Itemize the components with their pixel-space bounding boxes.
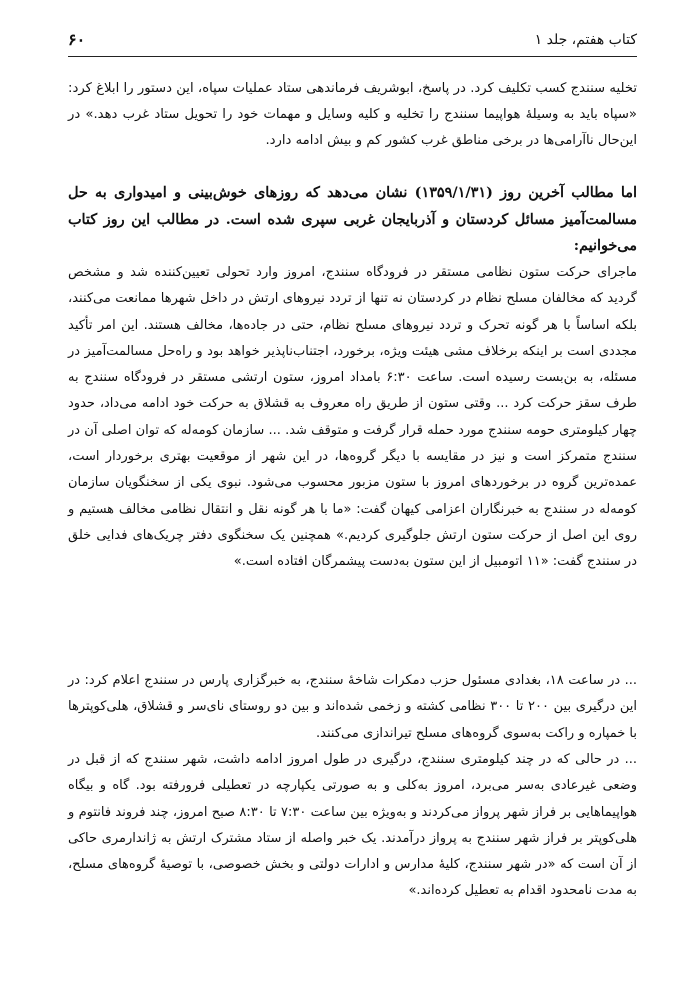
paragraph-summary: اما مطالب آخرین روز (۱۳۵۹/۱/۳۱) نشان می‌دهد که روزهای خوش‌بینی و امیدواری به حل مسالمت‌آمیز مسائل کردستان و آذربایجان غربی سپری شده است. در مطالب این روز کتاب می‌خوانیم: bbox=[68, 184, 637, 254]
book-title: کتاب هفتم، جلد ۱ bbox=[534, 32, 637, 48]
paragraph-continuation: تخلیه سنندج کسب تکلیف کرد. در پاسخ، ابوشریف فرماندهی ستاد عملیات سپاه، این دستور را ابلاغ کرد: «سپاه باید به وسیلۀ هواپیما سنندج را تخلیه و کلیه وسایل و مهمات خود را تحویل ستاد غرب دهد.» در این‌حال ناآرامی‌ها در برخی مناطق غرب کشور کم و بیش ادامه دارد. bbox=[68, 81, 637, 148]
paragraph-city-shutdown: ... در حالی که در چند کیلومتری سنندج، درگیری در طول امروز ادامه داشت، شهر سنندج که از قبل در وضعی غیرعادی به‌سر می‌برد، امروز به‌کلی و به صورتی یکپارچه در تعطیلی فرورفته بود. گاه و بیگاه هواپیماهایی بر فراز شهر پرواز می‌کردند و به‌ویژه بین ساعت ۷:۳۰ تا ۸:۳۰ صبح امروز، چند فروند فانتوم و هلی‌کوپتر بر فراز شهر سنندج به پرواز درآمدند. یک خبر واصله از ستاد مشترک ارتش به ژاندارمری حاکی از آن است که «در شهر سنندج، کلیۀ مدارس و ادارات دولتی و بخش خصوصی، با توصیۀ گروه‌های مسلح، به مدت نامحدود اقدام به تعطیل کرده‌اند.» bbox=[68, 752, 637, 899]
paragraph-quoted-report: ماجرای حرکت ستون نظامی مستقر در فرودگاه سنندج، امروز وارد تحولی تعیین‌کننده شد و مشخص گردید که مخالفان مسلح نظام در کردستان نه تنها از تردد نیروهای ارتش در داخل شهرها ممانعت می‌کنند، بلکه اساساً با هر گونه تحرک و تردد نیروهای مسلح نظام، حتی در جاده‌ها، مخالف هستند. این امر تأکید مجددی است بر اینکه برخلاف مشی هیئت ویژه، برخورد، اجتناب‌ناپذیر خواهد بود و راه‌حل مسالمت‌آمیز در مسئله، به بن‌بست رسیده است. ساعت ۶:۳۰ بامداد امروز، ستون ارتشی مستقر در فرودگاه سنندج به طرف سقز حرکت کرد ... وقتی ستون از طریق راه معروف به قشلاق به حرکت خود ادامه می‌داد، حدود چهار کیلومتری حومه سنندج مورد حمله قرار گرفت و متوقف شد. ... سازمان کومه‌له که توان اصلی آن در سنندج متمرکز است و نیز در مقایسه با دیگر گروه‌ها، در این شهر از موقعیت بهتری برخوردار است، عمده‌ترین گروه در برخوردهای امروز با ستون مزبور محسوب می‌شود. نبوی یکی از سخنگویان سازمان کومه‌له در سنندج به خبرنگاران اعزامی کیهان گفت: «ما با هر گونه نقل و انتقال نظامی مخالف هستیم و روی این اصل از حرکت ستون ارتش جلوگیری کردیم.» همچنین یک سخنگوی دفتر چریک‌های فدایی خلق در سنندج گفت: «۱۱ اتومبیل از این ستون به‌دست پیشمرگان افتاده است.» bbox=[68, 265, 637, 570]
page-number: ۶۰ bbox=[68, 30, 86, 49]
paragraph-casualties: ... در ساعت ۱۸، بغدادی مسئول حزب دمکرات شاخۀ سنندج، به خبرگزاری پارس در سنندج اعلام کرد: در این درگیری بین ۲۰۰ تا ۳۰۰ نظامی کشته و زخمی شده‌اند و بین دو روستای نای‌سر و قشلاق، هلی‌کوپترها با خمپاره و راکت به‌سوی گروه‌های مسلح تیراندازی می‌کنند. bbox=[68, 673, 637, 741]
body-text bbox=[68, 76, 637, 905]
running-header bbox=[68, 30, 637, 57]
